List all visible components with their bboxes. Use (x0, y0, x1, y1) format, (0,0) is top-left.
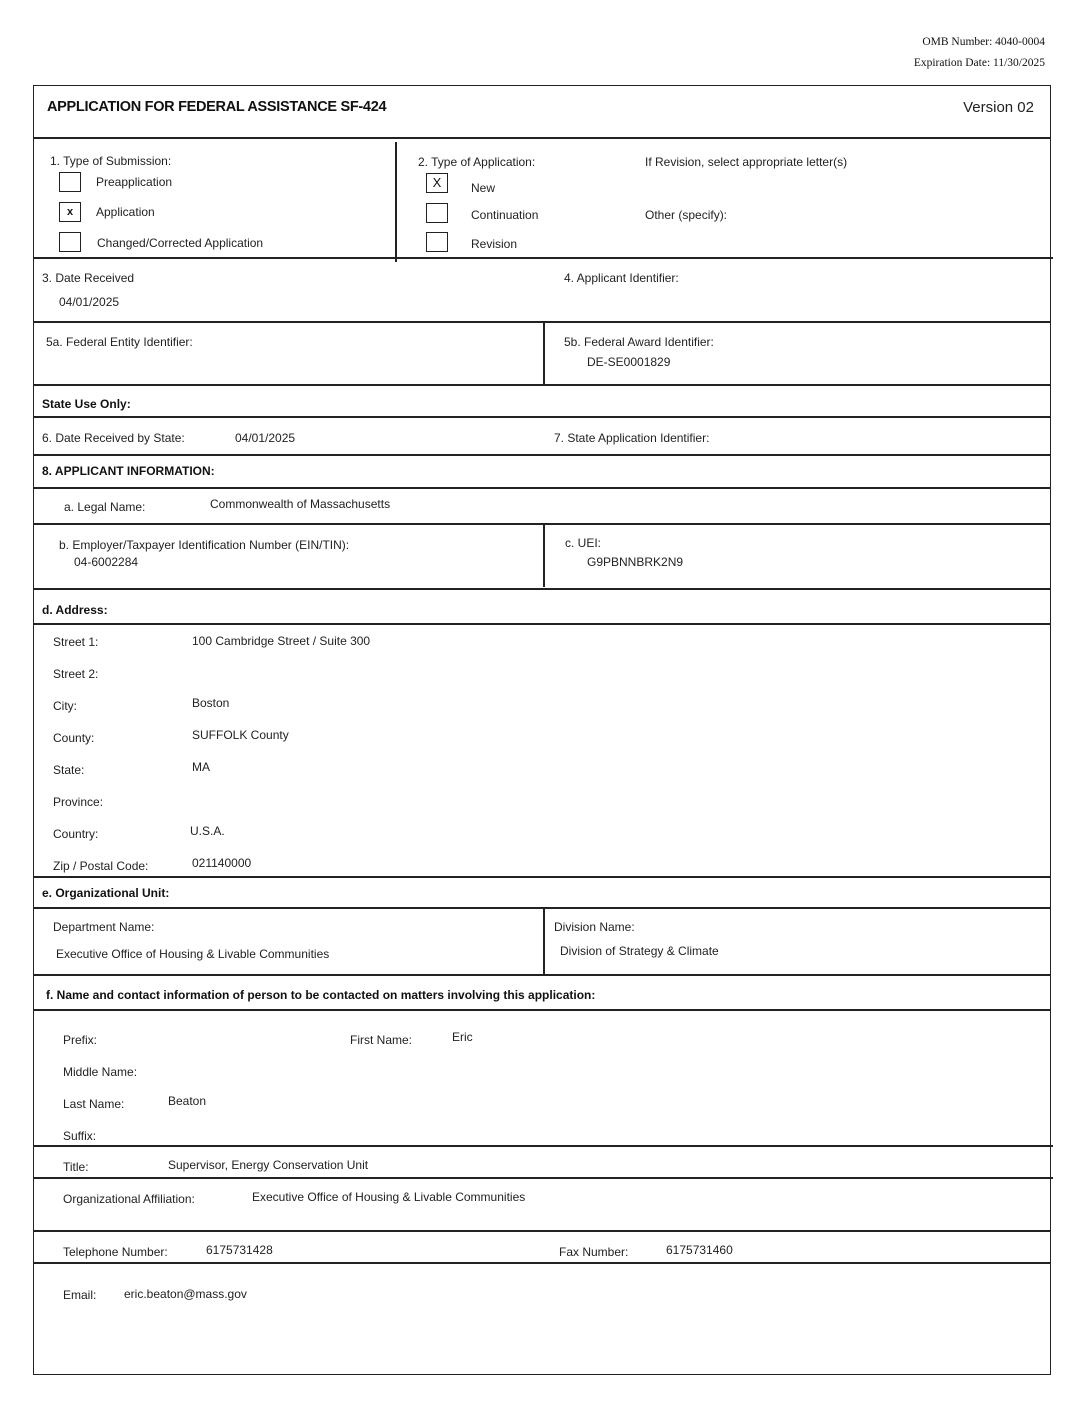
divider (395, 142, 397, 262)
state-label: State: (53, 763, 85, 777)
expiration-date: Expiration Date: 11/30/2025 (913, 57, 1045, 69)
division-name-value[interactable]: Division of Strategy & Climate (560, 944, 719, 958)
divider (33, 257, 1053, 259)
federal-entity-identifier-label: 5a. Federal Entity Identifier: (46, 335, 193, 349)
checkbox-label: New (471, 181, 496, 195)
divider (33, 1177, 1053, 1179)
zip-label: Zip / Postal Code: (53, 859, 149, 873)
date-received-state-value[interactable]: 04/01/2025 (235, 431, 296, 445)
affiliation-label: Organizational Affiliation: (63, 1192, 195, 1206)
divider (33, 321, 1051, 323)
city-value[interactable]: Boston (192, 696, 230, 710)
title-label: Title: (63, 1160, 89, 1174)
legal-name-value[interactable]: Commonwealth of Massachusetts (210, 497, 391, 511)
uei-label: c. UEI: (565, 536, 602, 550)
checkbox-application[interactable]: x (59, 202, 81, 222)
last-name-label: Last Name: (63, 1097, 125, 1111)
telephone-value[interactable]: 6175731428 (206, 1243, 273, 1257)
province-label: Province: (53, 795, 104, 809)
federal-award-identifier-label: 5b. Federal Award Identifier: (564, 335, 714, 349)
applicant-identifier-label: 4. Applicant Identifier: (564, 271, 679, 285)
org-unit-heading: e. Organizational Unit: (42, 886, 170, 900)
email-value[interactable]: eric.beaton@mass.gov (124, 1287, 247, 1301)
revision-letters-label: If Revision, select appropriate letter(s) (645, 155, 848, 169)
checkbox-continuation[interactable] (426, 203, 448, 223)
telephone-label: Telephone Number: (63, 1245, 168, 1259)
checkbox-label: Revision (471, 237, 518, 251)
title-value[interactable]: Supervisor, Energy Conservation Unit (168, 1158, 369, 1172)
ein-value[interactable]: 04-6002284 (74, 555, 139, 569)
email-label: Email: (63, 1288, 97, 1302)
fax-label: Fax Number: (559, 1245, 629, 1259)
checkbox-preapplication[interactable] (59, 172, 81, 192)
uei-value[interactable]: G9PBNNBRK2N9 (587, 555, 684, 569)
other-specify-label: Other (specify): (645, 208, 728, 222)
divider (33, 974, 1051, 976)
ein-label: b. Employer/Taxpayer Identification Number (EIN/TIN): (59, 538, 350, 552)
suffix-label: Suffix: (63, 1129, 97, 1143)
checkbox-changed-corrected[interactable] (59, 232, 81, 252)
divider (543, 322, 545, 385)
submission-type-label: 1. Type of Submission: (50, 154, 172, 168)
applicant-info-heading: 8. APPLICANT INFORMATION: (42, 464, 215, 478)
divider (33, 384, 1051, 386)
date-received-label: 3. Date Received (42, 271, 135, 285)
country-value[interactable]: U.S.A. (190, 824, 225, 838)
middle-name-label: Middle Name: (63, 1065, 138, 1079)
checkbox-revision[interactable] (426, 232, 448, 252)
checkbox-label: Changed/Corrected Application (97, 236, 264, 250)
date-received-value[interactable]: 04/01/2025 (59, 295, 120, 309)
date-received-state-label: 6. Date Received by State: (42, 431, 185, 445)
department-name-value[interactable]: Executive Office of Housing & Livable Communities (56, 947, 330, 961)
street1-label: Street 1: (53, 635, 99, 649)
divider (33, 1009, 1051, 1011)
contact-heading: f. Name and contact information of person to be contacted on matters involving this application: (46, 988, 596, 1002)
divider (33, 876, 1051, 878)
legal-name-label: a. Legal Name: (64, 500, 146, 514)
last-name-value[interactable]: Beaton (168, 1094, 207, 1108)
division-name-label: Division Name: (554, 920, 635, 934)
divider (33, 416, 1051, 418)
form-version: Version 02 (963, 99, 1034, 116)
state-value[interactable]: MA (192, 760, 210, 774)
state-use-heading: State Use Only: (42, 397, 131, 411)
divider (33, 487, 1051, 489)
divider (33, 907, 1051, 909)
county-value[interactable]: SUFFOLK County (192, 728, 289, 742)
prefix-label: Prefix: (63, 1033, 98, 1047)
street2-label: Street 2: (53, 667, 99, 681)
state-application-identifier-label: 7. State Application Identifier: (554, 431, 710, 445)
divider (33, 137, 1051, 139)
federal-award-identifier-value[interactable]: DE-SE0001829 (587, 355, 671, 369)
checkbox-label: Preapplication (96, 175, 173, 189)
divider (33, 588, 1051, 590)
affiliation-value[interactable]: Executive Office of Housing & Livable Communities (252, 1190, 526, 1204)
address-heading: d. Address: (42, 603, 108, 617)
form-title: APPLICATION FOR FEDERAL ASSISTANCE SF-424 (47, 99, 387, 115)
form-frame (33, 85, 1051, 1375)
checkbox-label: Application (96, 205, 155, 219)
divider (33, 623, 1051, 625)
checkbox-new[interactable]: X (426, 173, 448, 193)
divider (543, 524, 545, 587)
divider (33, 1262, 1051, 1264)
street1-value[interactable]: 100 Cambridge Street / Suite 300 (192, 634, 371, 648)
divider (33, 454, 1051, 456)
fax-value[interactable]: 6175731460 (666, 1243, 733, 1257)
country-label: Country: (53, 827, 99, 841)
divider (33, 1145, 1053, 1147)
first-name-value[interactable]: Eric (452, 1030, 473, 1044)
county-label: County: (53, 731, 95, 745)
department-name-label: Department Name: (53, 920, 155, 934)
omb-number: OMB Number: 4040-0004 (922, 36, 1045, 48)
divider (543, 908, 545, 974)
divider (33, 1230, 1051, 1232)
checkbox-label: Continuation (471, 208, 539, 222)
first-name-label: First Name: (350, 1033, 413, 1047)
divider (33, 523, 1051, 525)
city-label: City: (53, 699, 77, 713)
zip-value[interactable]: 021140000 (192, 856, 252, 870)
application-type-label: 2. Type of Application: (418, 155, 536, 169)
